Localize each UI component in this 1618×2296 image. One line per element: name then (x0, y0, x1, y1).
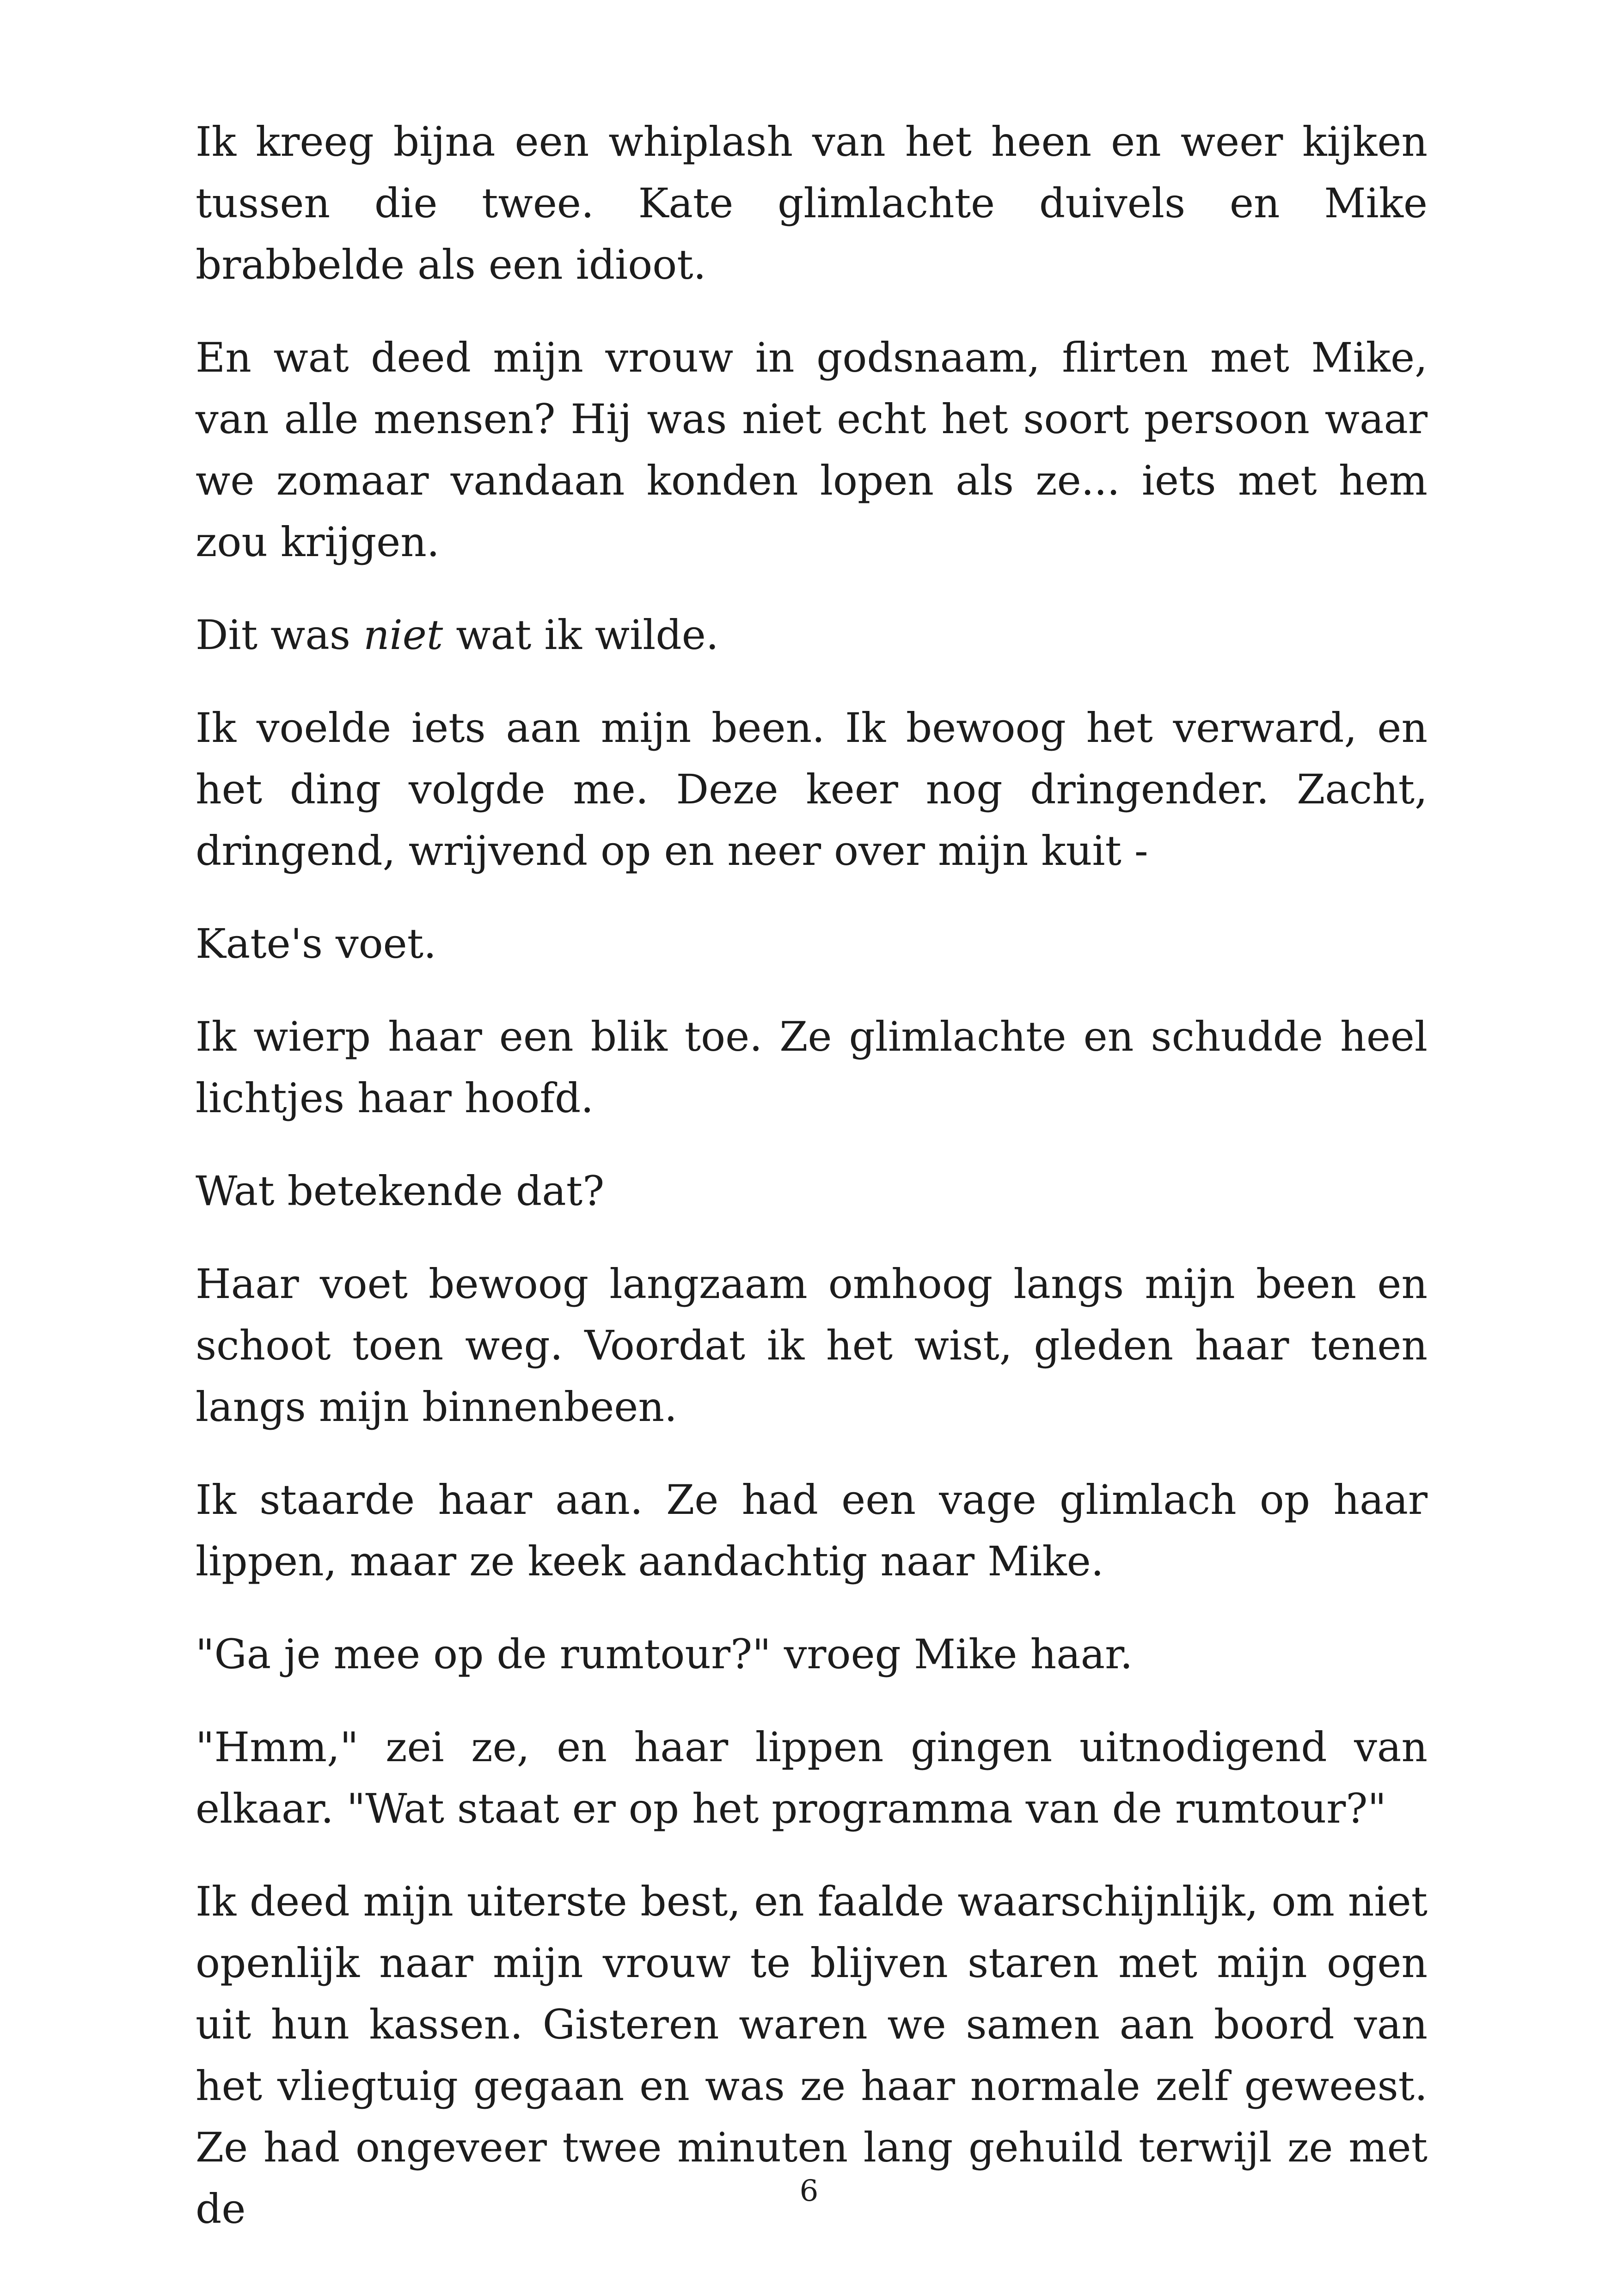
paragraph-3-after: wat ik wilde. (443, 611, 719, 659)
paragraph-5: Kate's voet. (196, 920, 437, 967)
paragraph-2: En wat deed mijn vrouw in godsnaam, flirten met Mike, van alle mensen? Hij was niet echt het soort persoon waar we zomaar vandaan konden lopen als ze... iets met hem zou krijgen. (196, 334, 1428, 566)
paragraph-6: Ik wierp haar een blik toe. Ze glimlachte en schudde heel lichtjes haar hoofd. (196, 1013, 1428, 1122)
paragraph-9: Ik staarde haar aan. Ze had een vage glimlach op haar lippen, maar ze keek aandachtig naar Mike. (196, 1476, 1428, 1585)
paragraph-7: Wat betekende dat? (196, 1167, 605, 1215)
paragraph-10: "Ga je mee op de rumtour?" vroeg Mike haar. (196, 1630, 1133, 1678)
paragraph-11: "Hmm," zei ze, en haar lippen gingen uitnodigend van elkaar. "Wat staat er op het programma van de rumtour?" (196, 1723, 1428, 1832)
paragraph-3 (196, 604, 1428, 666)
paragraph-3-emphasis: niet (363, 611, 443, 659)
paragraph-12: Ik deed mijn uiterste best, en faalde waarschijnlijk, om niet openlijk naar mijn vrouw te blijven staren met mijn ogen uit hun kassen. Gisteren waren we samen aan boord van het vliegtuig gegaan en was ze haar normale zelf geweest. Ze had ongeveer twee minuten lang gehuild terwijl ze met de (196, 1878, 1428, 2233)
paragraph-8: Haar voet bewoog langzaam omhoog langs mijn been en schoot toen weg. Voordat ik het wist, gleden haar tenen langs mijn binnenbeen. (196, 1260, 1428, 1431)
body-text (196, 111, 1428, 2271)
page-number: 6 (799, 2174, 819, 2208)
paragraph-4: Ik voelde iets aan mijn been. Ik bewoog het verward, en het ding volgde me. Deze keer nog dringender. Zacht, dringend, wrijvend op en neer over mijn kuit - (196, 704, 1428, 875)
paragraph-3-before: Dit was (196, 611, 363, 659)
paragraph-1: Ik kreeg bijna een whiplash van het heen en weer kijken tussen die twee. Kate glimlachte duivels en Mike brabbelde als een idioot. (196, 118, 1428, 288)
